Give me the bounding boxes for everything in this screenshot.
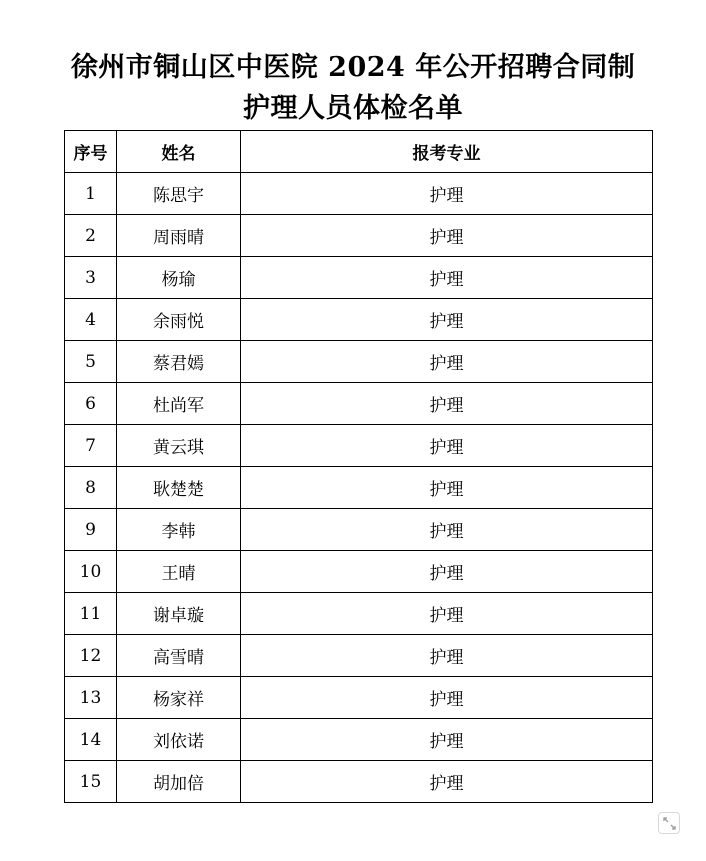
cell-name: 余雨悦 <box>117 299 241 341</box>
cell-name: 杜尚军 <box>117 383 241 425</box>
cell-major: 护理 <box>241 257 653 299</box>
cell-index: 7 <box>65 425 117 467</box>
cell-index: 3 <box>65 257 117 299</box>
table-row <box>65 761 653 803</box>
cell-index: 11 <box>65 593 117 635</box>
expand-button[interactable] <box>658 812 680 834</box>
cell-index: 8 <box>65 467 117 509</box>
table-row <box>65 719 653 761</box>
cell-index: 9 <box>65 509 117 551</box>
table-row <box>65 425 653 467</box>
cell-major: 护理 <box>241 467 653 509</box>
cell-major: 护理 <box>241 677 653 719</box>
table-row <box>65 341 653 383</box>
cell-major: 护理 <box>241 341 653 383</box>
table-row <box>65 593 653 635</box>
document-title-line-2: 护理人员体检名单 <box>243 93 463 124</box>
cell-major: 护理 <box>241 761 653 803</box>
cell-index: 13 <box>65 677 117 719</box>
cell-name: 李韩 <box>117 509 241 551</box>
cell-major: 护理 <box>241 635 653 677</box>
roster-body <box>65 173 653 803</box>
cell-major: 护理 <box>241 215 653 257</box>
header-major: 报考专业 <box>241 131 653 173</box>
table-row <box>65 635 653 677</box>
cell-major: 护理 <box>241 299 653 341</box>
cell-major: 护理 <box>241 383 653 425</box>
cell-name: 谢卓璇 <box>117 593 241 635</box>
cell-name: 胡加倍 <box>117 761 241 803</box>
cell-name: 周雨晴 <box>117 215 241 257</box>
cell-index: 6 <box>65 383 117 425</box>
cell-major: 护理 <box>241 551 653 593</box>
table-row <box>65 383 653 425</box>
header-name: 姓名 <box>117 131 241 173</box>
cell-major: 护理 <box>241 593 653 635</box>
table-row <box>65 677 653 719</box>
cell-major: 护理 <box>241 719 653 761</box>
cell-index: 2 <box>65 215 117 257</box>
cell-name: 杨家祥 <box>117 677 241 719</box>
table-header-row <box>65 131 653 173</box>
table-row <box>65 299 653 341</box>
roster-table <box>64 130 653 803</box>
cell-index: 1 <box>65 173 117 215</box>
table-row <box>65 509 653 551</box>
table-row <box>65 257 653 299</box>
cell-name: 杨瑜 <box>117 257 241 299</box>
cell-name: 刘依诺 <box>117 719 241 761</box>
cell-name: 陈思宇 <box>117 173 241 215</box>
cell-index: 10 <box>65 551 117 593</box>
cell-major: 护理 <box>241 425 653 467</box>
cell-name: 耿楚楚 <box>117 467 241 509</box>
table-row <box>65 173 653 215</box>
expand-icon <box>663 817 676 830</box>
cell-index: 12 <box>65 635 117 677</box>
cell-name: 黄云琪 <box>117 425 241 467</box>
cell-name: 蔡君嫣 <box>117 341 241 383</box>
table-row <box>65 551 653 593</box>
table-row <box>65 215 653 257</box>
cell-name: 高雪晴 <box>117 635 241 677</box>
cell-index: 14 <box>65 719 117 761</box>
cell-name: 王晴 <box>117 551 241 593</box>
table-row <box>65 467 653 509</box>
cell-major: 护理 <box>241 509 653 551</box>
cell-index: 5 <box>65 341 117 383</box>
cell-index: 15 <box>65 761 117 803</box>
cell-index: 4 <box>65 299 117 341</box>
header-index: 序号 <box>65 131 117 173</box>
document-title-line-1: 徐州市铜山区中医院 2024 年公开招聘合同制 <box>70 52 636 83</box>
cell-major: 护理 <box>241 173 653 215</box>
